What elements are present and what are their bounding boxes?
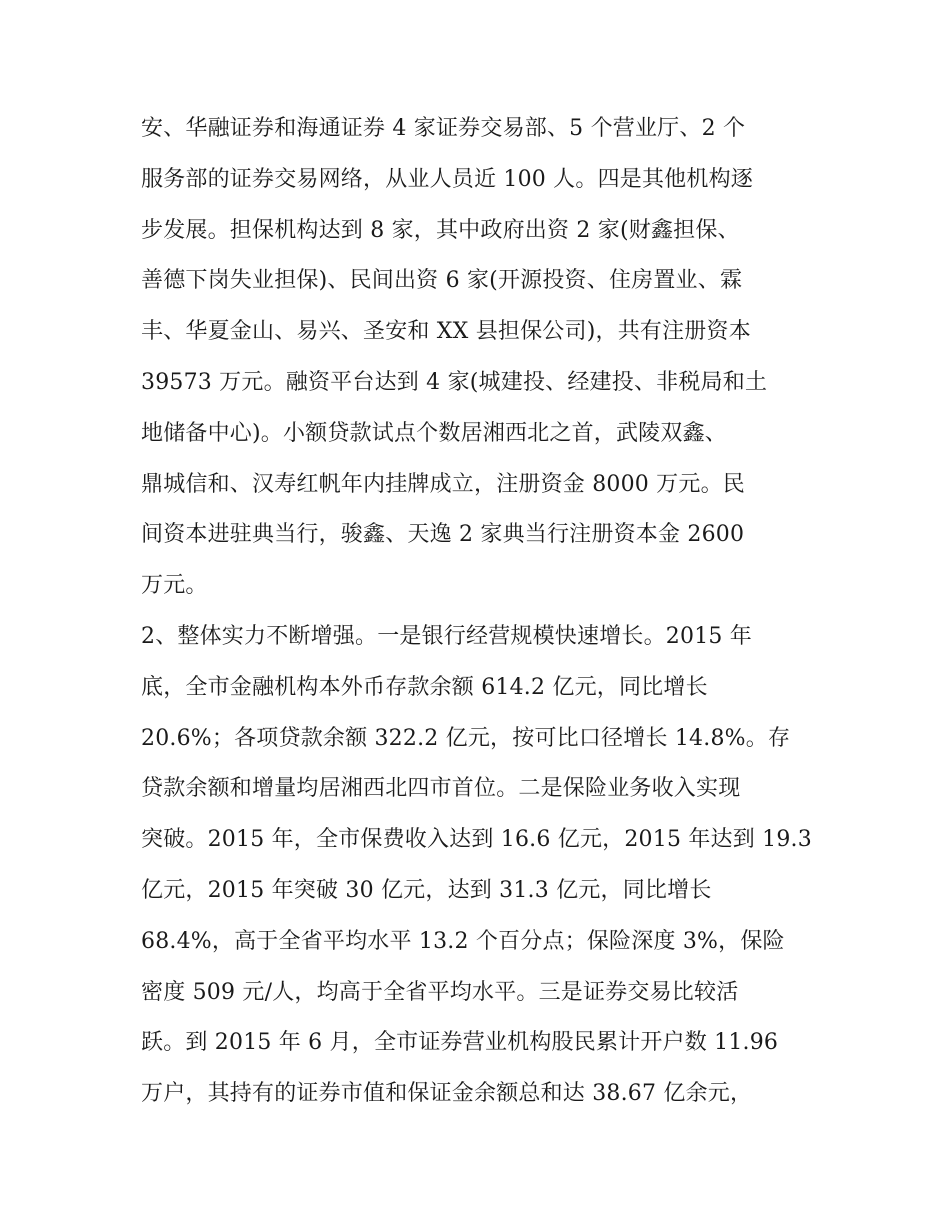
text-line: 亿元，2015 年突破 30 亿元，达到 31.3 亿元，同比增长 xyxy=(141,877,712,903)
text-line: 跃。到 2015 年 6 月，全市证券营业机构股民累计开户数 11.96 xyxy=(141,1030,779,1056)
text-line: 鼎城信和、汉寿红帆年内挂牌成立，注册资金 8000 万元。民 xyxy=(141,471,745,497)
text-line: 万户，其持有的证券市值和保证金余额总和达 38.67 亿余元， xyxy=(141,1081,753,1107)
text-line: 突破。2015 年，全市保费收入达到 16.6 亿元，2015 年达到 19.3 xyxy=(141,827,812,853)
text-line: 20.6%；各项贷款余额 322.2 亿元，按可比口径增长 14.8%。存 xyxy=(141,725,791,751)
text-line: 善德下岗失业担保)、民间出资 6 家(开源投资、住房置业、霖 xyxy=(141,268,743,294)
text-line: 间资本进驻典当行，骏鑫、天逸 2 家典当行注册资本金 2600 xyxy=(141,522,745,548)
text-line: 步发展。担保机构达到 8 家，其中政府出资 2 家(财鑫担保、 xyxy=(141,217,740,243)
text-line: 万元。 xyxy=(141,573,208,599)
text-line: 地储备中心)。小额贷款试点个数居湘西北之首，武陵双鑫、 xyxy=(141,420,727,446)
text-line: 丰、华夏金山、易兴、圣安和 XX 县担保公司)，共有注册资本 xyxy=(141,319,751,345)
text-line: 贷款余额和增量均居湘西北四市首位。二是保险业务收入实现 xyxy=(141,776,741,802)
text-line: 服务部的证券交易网络，从业人员近 100 人。四是其他机构逐 xyxy=(141,166,753,192)
text-line: 39573 万元。融资平台达到 4 家(城建投、经建投、非税局和土 xyxy=(141,369,768,395)
body-text xyxy=(141,104,821,1120)
text-line: 68.4%，高于全省平均水平 13.2 个百分点；保险深度 3%，保险 xyxy=(141,928,785,954)
text-line: 底，全市金融机构本外币存款余额 614.2 亿元，同比增长 xyxy=(141,674,708,700)
section-heading-line: 2、整体实力不断增强。一是银行经营规模快速增长。2015 年 xyxy=(141,623,752,649)
text-line: 安、华融证券和海通证券 4 家证券交易部、5 个营业厅、2 个 xyxy=(141,116,746,141)
text-line: 密度 509 元/人，均高于全省平均水平。三是证券交易比较活 xyxy=(141,979,739,1005)
